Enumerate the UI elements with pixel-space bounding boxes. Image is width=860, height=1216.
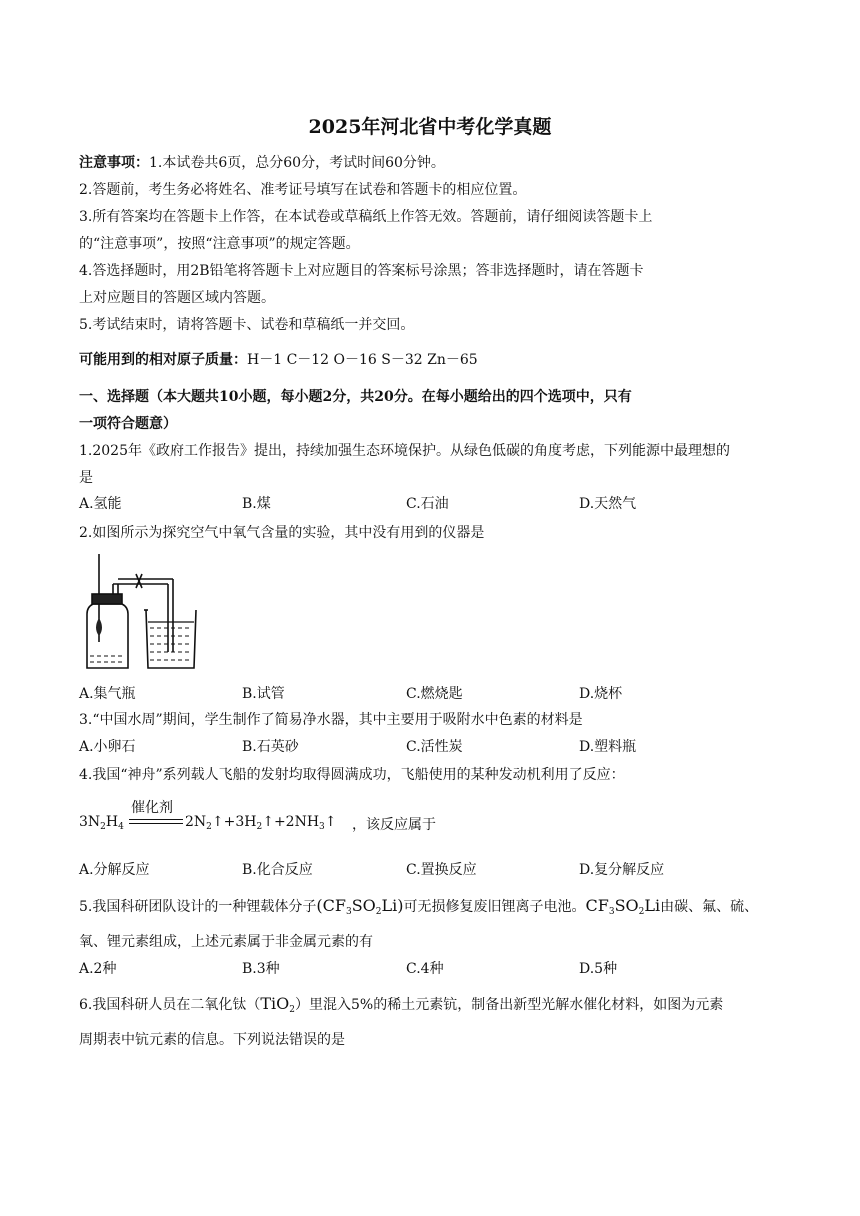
q1-option-d: D.天然气 <box>579 496 637 512</box>
q4-option-c: C.置换反应 <box>406 862 477 878</box>
q6-stem-2: 周期表中钪元素的信息。下列说法错误的是 <box>79 1032 345 1048</box>
q6-stem-1 <box>79 994 723 1015</box>
q5-stem-b: 可无损修复废旧锂离子电池。 <box>403 899 586 915</box>
reactant: $3N_2H_4$ <box>79 814 124 832</box>
q5-options <box>79 959 779 979</box>
q3-stem: 3.“中国水周”期间，学生制作了简易净水器，其中主要用于吸附水中色素的材料是 <box>79 712 583 728</box>
notes-line-1 <box>79 153 445 173</box>
section1-heading-1: 一、选择题（本大题共10小题，每小题2分，共20分。在每小题给出的四个选项中，只有 <box>79 389 632 405</box>
equals-bar-top <box>129 819 183 820</box>
atomic-mass-label: 可能用到的相对原子质量： <box>79 352 247 368</box>
q5-stem-1 <box>79 896 758 917</box>
q5-option-c: C.4种 <box>406 961 444 977</box>
q2-option-b: B.试管 <box>242 686 285 702</box>
q2-option-a: A.集气瓶 <box>79 686 136 702</box>
q1-option-c: C.石油 <box>406 496 449 512</box>
q4-option-a: A.分解反应 <box>79 862 150 878</box>
q3-option-b: B.石英砂 <box>242 739 299 755</box>
section1-heading-2: 一项符合题意） <box>79 416 177 432</box>
catalyst-label: 催化剂 <box>131 800 173 816</box>
atomic-mass-values: H－1 C－12 O－16 S－32 Zn－65 <box>247 352 478 368</box>
q4-stem: 4.我国“神舟”系列载人飞船的发射均取得圆满成功，飞船使用的某种发动机利用了反应： <box>79 767 625 783</box>
q5-option-b: B.3种 <box>242 961 280 977</box>
apparatus-figure <box>78 552 198 674</box>
note-4b: 上对应题目的答题区域内答题。 <box>79 290 275 306</box>
note-3b: 的“注意事项”，按照“注意事项”的规定答题。 <box>79 236 360 252</box>
note-5: 5.考试结束时，请将答题卡、试卷和草稿纸一并交回。 <box>79 317 415 333</box>
q5-option-d: D.5种 <box>579 961 618 977</box>
q6-stem-b: ）里混入5%的稀土元素钪，制备出新型光解水催化材料，如图为元素 <box>295 997 724 1013</box>
note-2: 2.答题前，考生务必将姓名、准考证号填写在试卷和答题卡的相应位置。 <box>79 182 527 198</box>
q2-option-d: D.烧杯 <box>579 686 623 702</box>
q4-options <box>79 860 779 880</box>
note-4a: 4.答选择题时，用2B铅笔将答题卡上对应题目的答案标号涂黑；答非选择题时，请在答题卡 <box>79 263 644 279</box>
q6-formula: TiO$_2$ <box>260 994 295 1015</box>
q5-stem-c: 由碳、氟、硫、 <box>660 899 759 915</box>
q1-stem-1: 1.2025年《政府工作报告》提出，持续加强生态环境保护。从绿色低碳的角度考虑，下列能源中最理想的 <box>79 443 730 459</box>
q5-option-a: A.2种 <box>79 961 117 977</box>
q3-options <box>79 737 779 757</box>
note-1: 1.本试卷共6页，总分60分，考试时间60分钟。 <box>149 155 445 171</box>
q5-stem-2: 氧、锂元素组成，上述元素属于非金属元素的有 <box>79 934 373 950</box>
q3-option-d: D.塑料瓶 <box>579 739 637 755</box>
q2-options <box>79 684 779 704</box>
note-3a: 3.所有答案均在答题卡上作答，在本试卷或草稿纸上作答无效。答题前，请仔细阅读答题卡上 <box>79 209 653 225</box>
q5-stem-a: 5.我国科研团队设计的一种锂载体分子 <box>79 899 317 915</box>
q1-option-b: B.煤 <box>242 496 271 512</box>
q4-option-d: D.复分解反应 <box>579 862 665 878</box>
q2-stem: 2.如图所示为探究空气中氧气含量的实验，其中没有用到的仪器是 <box>79 525 485 541</box>
q4-stem-tail: ，该反应属于 <box>352 817 436 833</box>
q4-equation <box>79 800 579 840</box>
atomic-mass-line <box>79 350 478 370</box>
q3-option-a: A.小卵石 <box>79 739 136 755</box>
q2-option-c: C.燃烧匙 <box>406 686 463 702</box>
q1-stem-2: 是 <box>79 470 93 486</box>
q5-formula-1: $(CF_3SO_2Li)$ <box>316 896 404 917</box>
q3-option-c: C.活性炭 <box>406 739 463 755</box>
notes-label: 注意事项： <box>79 155 149 171</box>
q5-formula-2: $CF_3SO_2Li$ <box>585 896 661 917</box>
q4-option-b: B.化合反应 <box>242 862 313 878</box>
q6-stem-a: 6.我国科研人员在二氧化钛（ <box>79 997 261 1013</box>
q1-option-a: A.氢能 <box>79 496 122 512</box>
equals-bar-bottom <box>129 823 183 824</box>
page-title: 2025年河北省中考化学真题 <box>308 116 552 138</box>
q1-options <box>79 494 779 514</box>
products: $2N_2↑+3H_2↑+2NH_3↑$ <box>185 814 337 832</box>
